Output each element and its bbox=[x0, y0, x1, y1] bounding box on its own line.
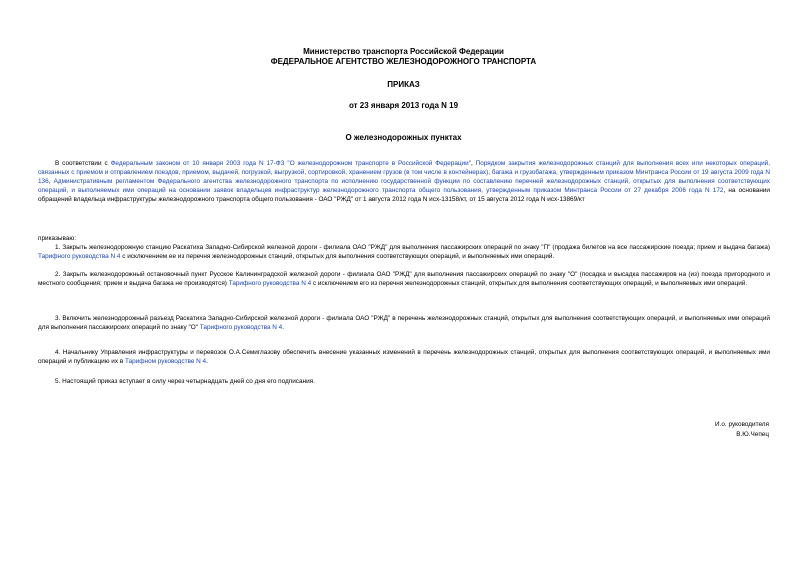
item-2-text-end: с исключением его из перечня железнодорожных станций, открытых для выполнения соответствующих операций, и выполняемых ими операций. bbox=[311, 279, 748, 287]
preamble-text-4: , на основании обращений владельца инфраструктуры железнодорожного транспорта общего пользования - ОАО "РЖД" от 1 августа 2012 года N исх-13158/кт, от 15 августа 2012 года N исх-13869/кт bbox=[38, 186, 771, 203]
preamble-text-2: , bbox=[470, 160, 476, 167]
admin-regulation-link[interactable]: Административным регламентом Федерального агентства железнодорожного транспорта по исполнению государственной функции по составлению перечней железнодорожных станций, открытых для выполнения соответствующих операций, и выполняемых ими операций на основании заявок владельцев инфраструктур железнодорожного транспорта общего пользования, утвержденным приказом Минтранса России от 27 декабря 2006 года N 172 bbox=[38, 177, 770, 194]
preamble-text-1: В соответствии с bbox=[55, 160, 111, 167]
document-subject: О железнодорожных пунктах bbox=[345, 133, 462, 142]
item-3-text: 3. Включить железнодорожный разъезд Раскатиха Западно-Сибирской железной дороги - филиала ОАО "РЖД" в перечень железнодорожных станций, открытых для выполнения соответствующих операций, и выполняемых ими операций для выполнения пассажирских операций по знаку "О" bbox=[38, 315, 770, 331]
tariff-guide-link-3[interactable]: Тарифного руководства N 4 bbox=[199, 323, 283, 331]
preamble-text-3: , bbox=[48, 177, 54, 185]
item-2-paragraph bbox=[38, 271, 770, 289]
tariff-guide-link-1[interactable]: Тарифного руководства N 4 bbox=[38, 252, 121, 260]
item-3-paragraph bbox=[38, 315, 770, 333]
signatory-title: И.о. руководителя bbox=[715, 421, 769, 428]
federal-law-link[interactable]: Федеральным законом от 10 января 2003 года N 17-ФЗ "О железнодорожном транспорте в Российской Федерации" bbox=[110, 160, 471, 167]
preamble-paragraph bbox=[38, 160, 770, 205]
document-date-number: от 23 января 2013 года N 19 bbox=[348, 101, 459, 110]
agency-heading: ФЕДЕРАЛЬНОЕ АГЕНТСТВО ЖЕЛЕЗНОДОРОЖНОГО ТРАНСПОРТА bbox=[270, 57, 537, 66]
order-word: приказываю: bbox=[38, 235, 76, 242]
signatory-name: В.Ю.Чепец bbox=[736, 431, 769, 438]
item-5-paragraph: 5. Настоящий приказ вступает в силу через четырнадцать дней со дня его подписания. bbox=[55, 378, 315, 385]
document-type: ПРИКАЗ bbox=[387, 80, 420, 89]
item-2-text: 2. Закрыть железнодорожный остановочный пункт Русское Калининградской железной дороги - филиала ОАО "РЖД" для выполнения пассажирских операций по знаку "О" (посадка и высадка пассажиров на (из) поезда пригородного и местного сообщения; прием и выдача багажа не производятся) bbox=[38, 271, 770, 287]
item-1-paragraph bbox=[38, 244, 770, 262]
item-1-text: 1. Закрыть железнодорожную станцию Раскатиха Западно-Сибирской железной дороги - филиала ОАО "РЖД" для выполнения пассажирских операций по знаку "П" (продажа билетов на все пассажирские поезда; прием и выдача багажа) bbox=[55, 244, 770, 251]
item-4-text: 4. Начальнику Управления инфраструктуры и перевозок О.А.Семиглазову обеспечить внесение указанных изменений в перечень железнодорожных станций, открытых для выполнения соответствующих операций, и выполняемых ими операций и публикацию их в bbox=[38, 349, 770, 365]
item-3-text-end: . bbox=[282, 323, 285, 331]
tariff-guide-link-2[interactable]: Тарифного руководства N 4 bbox=[228, 279, 312, 287]
ministry-heading: Министерство транспорта Российской Федерации bbox=[303, 47, 504, 56]
closure-procedure-link[interactable]: Порядком закрытия железнодорожных станций для выполнения всех или некоторых операций, связанных с приемом и отправлением поездов, приемом, выдачей, погрузкой, выгрузкой, сортировкой, хранением грузов (в том числе в контейнерах), багажа и грузобагажа, утвержденным приказом Минтранса России от 19 августа 2009 года N 136 bbox=[38, 160, 770, 185]
item-1-text-end: с исключением ее из перечня железнодорожных станций, открытых для выполнения соответствующих операций, и выполняемых ими операций. bbox=[120, 252, 555, 260]
item-4-text-end: . bbox=[206, 357, 208, 365]
tariff-guide-link-4[interactable]: Тарифном руководстве N 4 bbox=[125, 357, 207, 365]
item-4-paragraph bbox=[38, 349, 770, 367]
